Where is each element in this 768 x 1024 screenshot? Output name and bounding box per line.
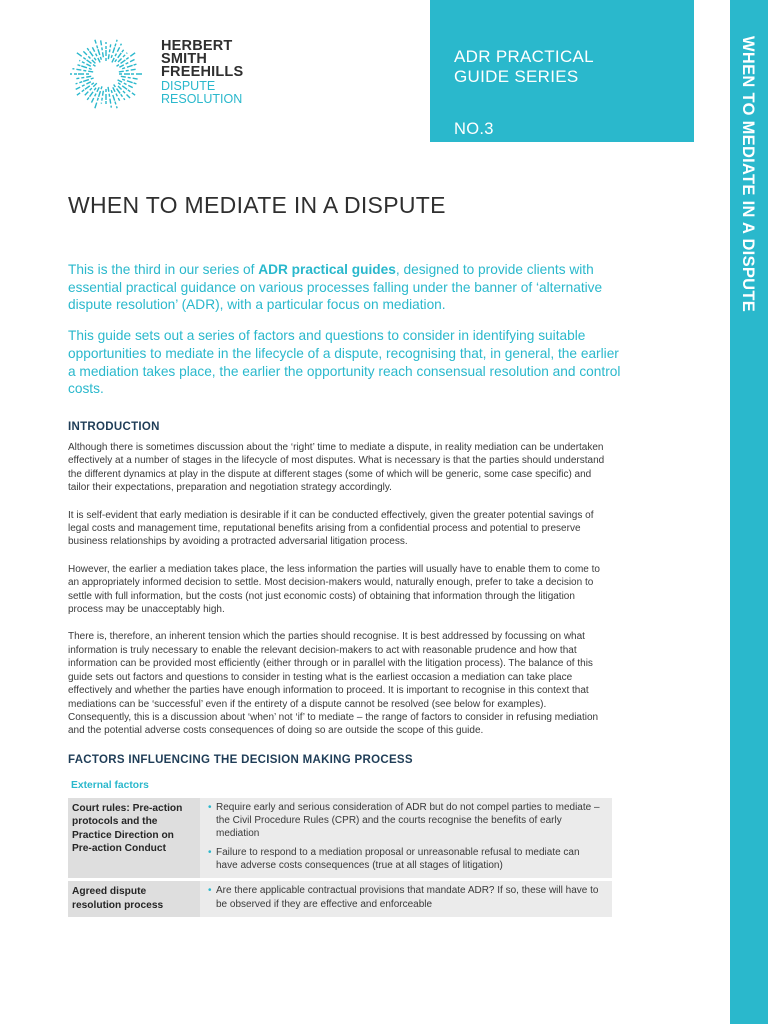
introduction-heading: INTRODUCTION — [68, 421, 160, 433]
series-title — [454, 47, 594, 87]
brand-line-3: FREEHILLS — [161, 64, 244, 80]
brand-division-2: RESOLUTION — [161, 92, 243, 106]
intro-body-paragraph: There is, therefore, an inherent tension which the parties should recognise. It is best addressed by focussing on what information is truly necessary to enable the relevant decision-makers to act with reasonable prudence and how that information can be provided most efficiently (either through or in parallel with the litigation process). The balance of this guide sets out factors and questions to consider in testing what is the earliest occasion a mediation can take place effectively and whether the parties have enough information to proceed. It is important to recognise in this context that mediations can be ‘successful’ even if the entirety of a dispute cannot be resolved (see below for examples). Consequently, this is a discussion about ‘when’ not ‘if’ to mediate – the range of factors to consider in refusing mediation and the potential adverse costs consequences of doing so are outside the scope of this guide. — [68, 631, 599, 737]
list-item — [208, 884, 604, 910]
row-label: Agreed dispute resolution process — [72, 886, 164, 911]
row-content — [200, 798, 612, 878]
series-banner — [430, 0, 694, 142]
series-number: NO.3 — [454, 120, 494, 138]
intro-body-paragraph: Although there is sometimes discussion about the ‘right’ time to mediate a dispute, in reality mediation can be undertaken effectively at a number of stages in the lifecycle of most disputes. What is necessary is that the parties should understand the different dynamics at play in the dispute at different stages (some of which will be generic, some case specific) and tailor their expectations, preparation and negotiation strategy accordingly. — [68, 442, 605, 494]
bullet-text: Are there applicable contractual provisions that mandate ADR? If so, these will have to be observed if they are effective and enforceable — [216, 885, 599, 910]
bullet-icon: • — [208, 885, 212, 897]
list-item — [208, 801, 604, 840]
intro-p1-post: , designed to provide clients with essential practical guidance on various processes falling under the banner of ‘alternative dispute resolution’ (ADR), with a particular focus on mediation. — [68, 262, 603, 313]
vertical-sidebar — [730, 0, 768, 1024]
list-item — [208, 846, 604, 872]
intro-body-paragraph: However, the earlier a mediation takes place, the less information the parties will usually have to enable them to come to an appropriately informed decision to settle. Most decision-makers would, naturally enough, prefer to take a decision to settle with full information, but the costs (not just economic costs) of obtaining that information through the litigation process may be unacceptably high. — [68, 563, 600, 616]
table-row — [68, 881, 612, 916]
row-content — [200, 881, 612, 916]
series-title-line-1: ADR PRACTICAL — [454, 47, 594, 66]
bullet-icon: • — [208, 802, 212, 813]
starburst-logo-icon — [66, 34, 146, 114]
table-row — [68, 798, 612, 878]
intro-paragraph-2: This guide sets out a series of factors and questions to consider in identifying suitable opportunities to mediate in the lifecycle of a dispute, recognising that, in general, the earlier a mediation takes place, the earlier the opportunity reach consensual resolution and control costs. — [68, 328, 621, 397]
bullet-icon: • — [208, 847, 212, 859]
introduction-body — [68, 441, 608, 752]
brand-line-2: SMITH — [161, 51, 208, 67]
intro-body-paragraph: It is self-evident that early mediation is desirable if it can be conducted effectively, given the greater potential savings of legal costs and management time, reputational benefits arising from a confidential process and potential to preserve business relationships by avoiding a protracted adversarial litigation process. — [68, 509, 594, 548]
intro-paragraph-1 — [68, 261, 628, 314]
brand-division-1: DISPUTE — [161, 79, 216, 93]
row-label: Court rules: Pre-action protocols and the Practice Direction on Pre-action Conduct — [72, 803, 183, 854]
intro-section — [68, 261, 628, 411]
sidebar-title: WHEN TO MEDIATE IN A DISPUTE — [739, 36, 757, 313]
firm-logo — [66, 34, 156, 112]
bullet-text: Require early and serious consideration of ADR but do not compel parties to mediate – the Civil Procedure Rules (CPR) and the courts recognise the benefits of early mediation — [216, 802, 600, 840]
brand-line-1: HERBERT — [161, 38, 233, 54]
series-title-line-2: GUIDE SERIES — [454, 67, 579, 86]
adr-guides-link[interactable]: ADR practical guides — [258, 262, 396, 277]
factors-table — [68, 798, 612, 920]
brand-wordmark — [161, 40, 243, 106]
external-factors-subheading: External factors — [71, 780, 149, 791]
intro-p1-pre: This is the third in our series of — [68, 262, 259, 277]
page-title: WHEN TO MEDIATE IN A DISPUTE — [68, 192, 446, 218]
bullet-text: Failure to respond to a mediation proposal or unreasonable refusal to mediate can have adverse costs consequences (true at all stages of litigation) — [216, 847, 580, 872]
factors-heading: FACTORS INFLUENCING THE DECISION MAKING PROCESS — [68, 754, 413, 766]
